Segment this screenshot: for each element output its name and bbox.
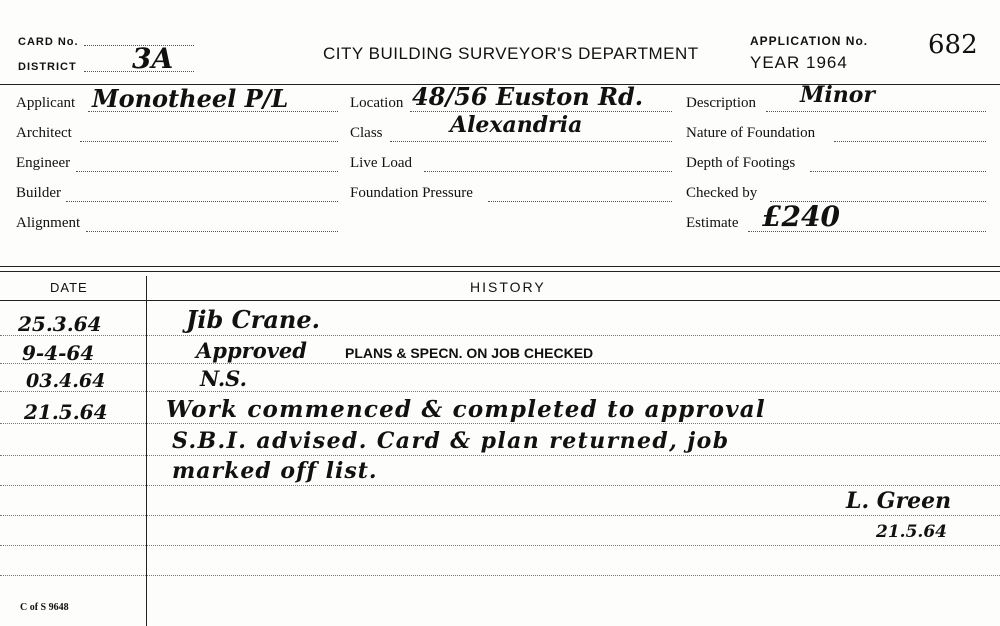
description-value: Minor [800, 82, 875, 108]
class-label: Class [350, 125, 383, 141]
signature-date: 21.5.64 [876, 522, 947, 542]
history-header-divider [0, 300, 1000, 301]
history-text: Jib Crane. [186, 305, 320, 334]
builder-line [66, 201, 338, 202]
history-date: 03.4.64 [26, 370, 106, 392]
history-column-header: HISTORY [470, 279, 546, 295]
history-continuation: marked off list. [172, 458, 378, 484]
live-load-label: Live Load [350, 155, 413, 171]
location-label: Location [350, 95, 404, 111]
depth-of-footings-label: Depth of Footings [686, 155, 796, 171]
department-title: CITY BUILDING SURVEYOR'S DEPARTMENT [323, 44, 699, 63]
ruled-row [0, 515, 1000, 516]
foundation-pressure-label: Foundation Pressure [350, 185, 473, 201]
history-text: Approved [196, 338, 307, 363]
architect-line [80, 141, 338, 142]
fields-divider-bottom [0, 271, 1000, 272]
applicant-label: Applicant [16, 95, 76, 111]
application-no-value: 682 [928, 30, 978, 60]
engineer-label: Engineer [16, 155, 71, 171]
ruled-row [0, 335, 1000, 336]
engineer-line [76, 171, 338, 172]
date-column-header: DATE [50, 280, 88, 295]
description-label: Description [686, 95, 756, 111]
ruled-row [0, 575, 1000, 576]
form-code: C of S 9648 [20, 602, 69, 613]
nature-of-foundation-label: Nature of Foundation [686, 125, 816, 141]
location-value: 48/56 Euston Rd. [412, 82, 644, 111]
application-no-label: APPLICATION No. [750, 34, 869, 48]
description-line [766, 111, 986, 112]
district-label: DISTRICT [18, 61, 77, 73]
checked-by-label: Checked by [686, 185, 758, 201]
year-label: YEAR 1964 [750, 53, 848, 72]
history-printed-stamp: PLANS & SPECN. ON JOB CHECKED [345, 345, 594, 361]
history-text: Work commenced & completed to approval [166, 396, 766, 423]
class-value: Alexandria [450, 112, 583, 138]
card-no-label: CARD No. [18, 36, 79, 48]
alignment-line [86, 231, 338, 232]
class-line [390, 141, 672, 142]
date-column-divider [146, 276, 147, 626]
fields-divider-top [0, 266, 1000, 267]
estimate-label: Estimate [686, 215, 739, 231]
history-text: N.S. [200, 366, 247, 391]
nature-of-foundation-line [834, 141, 986, 142]
ruled-row [0, 485, 1000, 486]
foundation-pressure-line [488, 201, 672, 202]
live-load-line [424, 171, 672, 172]
history-continuation: S.B.I. advised. Card & plan returned, job [172, 428, 730, 454]
district-value: 3A [132, 42, 174, 75]
signature: L. Green [846, 488, 952, 514]
applicant-value: Monotheel P/L [92, 84, 289, 113]
ruled-row [0, 545, 1000, 546]
ruled-row [0, 423, 1000, 424]
depth-of-footings-line [810, 171, 986, 172]
ruled-row [0, 455, 1000, 456]
ruled-row [0, 363, 1000, 364]
history-date: 21.5.64 [24, 400, 108, 424]
architect-label: Architect [16, 125, 72, 141]
alignment-label: Alignment [16, 215, 81, 231]
estimate-value: £240 [762, 200, 840, 233]
history-date: 9-4-64 [22, 341, 95, 365]
history-date: 25.3.64 [18, 312, 102, 336]
builder-label: Builder [16, 185, 61, 201]
ruled-row [0, 391, 1000, 392]
